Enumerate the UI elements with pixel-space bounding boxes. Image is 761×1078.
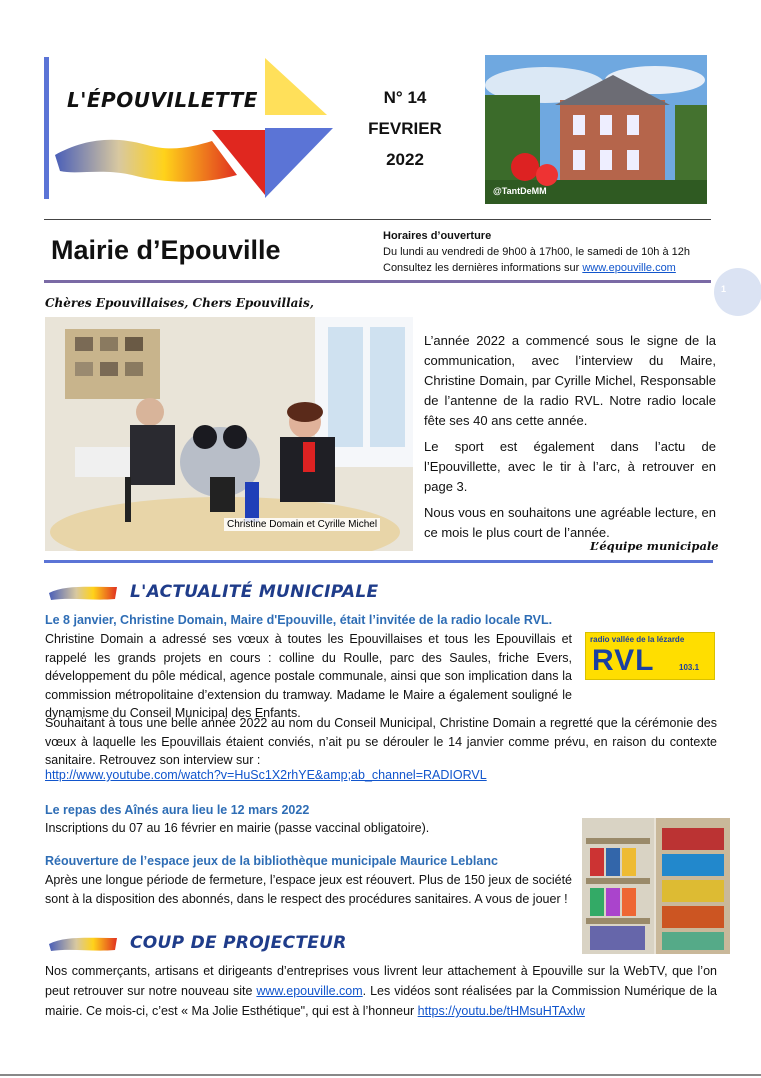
header-divider [44, 219, 711, 220]
logo-brush-stroke [55, 140, 237, 182]
page-bottom-rule [0, 1074, 761, 1076]
interview-photo [45, 317, 413, 551]
projecteur-website-link[interactable]: www.epouville.com [256, 984, 363, 998]
issue-month: FEVRIER [368, 119, 442, 138]
greeting: Chères Epouvillaises, Chers Epouvillais, [45, 296, 314, 310]
editorial-intro [424, 331, 716, 549]
rvl-logo-tagline: radio vallée de la lézarde [590, 635, 685, 644]
section-heading-actualite: L'ACTUALITÉ MUNICIPALE [130, 582, 379, 602]
news-title-rvl: Le 8 janvier, Christine Domain, Maire d'Epouville, était l’invitée de la radio locale RVL. [45, 613, 553, 627]
info-line [383, 262, 676, 274]
intro-paragraph-3: Nous vous en souhaitons une agréable lecture, en ce mois le plus court de l’année. [424, 505, 716, 540]
rvl-logo [585, 632, 715, 680]
news-paragraph-1: Christine Domain a adressé ses vœux à toutes les Epouvillaises et tous les Epouvillais et rappelé les grands projets en cours : colline du Roulle, parc des Saules, friche Evers, développement du pôle médical, agence postale communale, ainsi que son implication dans la commission métropolitaine d’extension du tramway. Madame le Maire a également souligné le dynamisme du Conseil Municipal des Enfants. [45, 632, 572, 720]
page-number: 1 [721, 284, 727, 294]
projecteur-video-link[interactable]: https://youtu.be/tHMsuHTAxlw [417, 1004, 585, 1018]
mairie-divider [44, 280, 711, 283]
projecteur-text-1: Nos commerçants, artisans et dirigeants d’entreprises vous livrent leur attachement à Epouville sur la WebTV, que l’on peut retrouver sur notre nouveau site [45, 964, 717, 998]
signature: L’équipe municipale [590, 539, 719, 553]
info-prefix: Consultez les dernières informations sur [383, 262, 583, 274]
aines-text: Inscriptions du 07 au 16 février en mairie (passe vaccinal obligatoire). [45, 821, 430, 835]
section-heading-projecteur: COUP DE PROJECTEUR [130, 933, 347, 953]
town-hall-photo [485, 55, 707, 204]
mairie-title: Mairie d’Epouville [51, 235, 281, 265]
jeux-text: Après une longue période de fermeture, l’espace jeux est réouvert. Plus de 150 jeux de société sont à la disposition des abonnés, dans le respect des procédures sanitaires. A vous de jouer ! [45, 873, 572, 906]
intro-paragraph-1: L’année 2022 a commencé sous le signe de la communication, avec l’interview du Maire, Christine Domain, par Cyrille Michel, Responsable de l’antenne de la radio RVL. Notre radio locale fête ses 40 ans cette année. [424, 333, 716, 428]
brush-icon [47, 934, 119, 954]
youtube-interview-link[interactable]: http://www.youtube.com/watch?v=HuSc1X2rhYE&amp;ab_channel=RADIORVL [45, 768, 487, 782]
projecteur-text-2: . Les vidéos sont réalisées par la Commission Numérique de la mairie. Ce mois-ci, c’est « Ma Jolie Esthétique", qui est à l’honneur [45, 984, 717, 1018]
hours-title: Horaires d’ouverture [383, 230, 492, 242]
photo-credit: @TantDeMM [493, 186, 547, 196]
aines-title: Le repas des Aînés aura lieu le 12 mars 2022 [45, 803, 310, 817]
rvl-logo-frequency: 103.1 [679, 663, 700, 672]
intro-paragraph-2: Le sport est également dans l’actu de l’Epouvillette, avec le tir à l’arc, à retrouver en page 3. [424, 439, 716, 494]
youtube-link-row [45, 768, 487, 782]
logo-blue-triangle [265, 128, 333, 198]
logo-bar [44, 57, 49, 199]
hours-text: Du lundi au vendredi de 9h00 à 17h00, le samedi de 10h à 12h [383, 246, 691, 258]
rvl-logo-letters: RVL [592, 644, 655, 677]
issue-info [350, 82, 460, 175]
jeux-title: Réouverture de l’espace jeux de la bibliothèque municipale Maurice Leblanc [45, 854, 498, 868]
news-paragraph-2: Souhaitant à tous une belle année 2022 au nom du Conseil Municipal, Christine Domain a regretté que la cérémonie des vœux à laquelle les Epouvillais étaient conviés, n’ait pu se dérouler le 14 janvier comme prévu, en raison du contexte sanitaire. Retrouvez son interview sur : [45, 716, 717, 767]
website-link[interactable]: www.epouville.com [582, 262, 676, 274]
games-shelf-photo [582, 818, 730, 954]
brush-icon [47, 583, 119, 603]
projecteur-paragraph [45, 961, 717, 1021]
logo-graphic [52, 55, 337, 205]
logo-yellow-triangle [265, 58, 327, 115]
section-divider [44, 560, 713, 563]
issue-year: 2022 [386, 150, 424, 169]
issue-number: N° 14 [383, 88, 427, 107]
newsletter-logo-title: L'ÉPOUVILLETTE [67, 88, 258, 112]
photo-caption: Christine Domain et Cyrille Michel [224, 518, 380, 531]
